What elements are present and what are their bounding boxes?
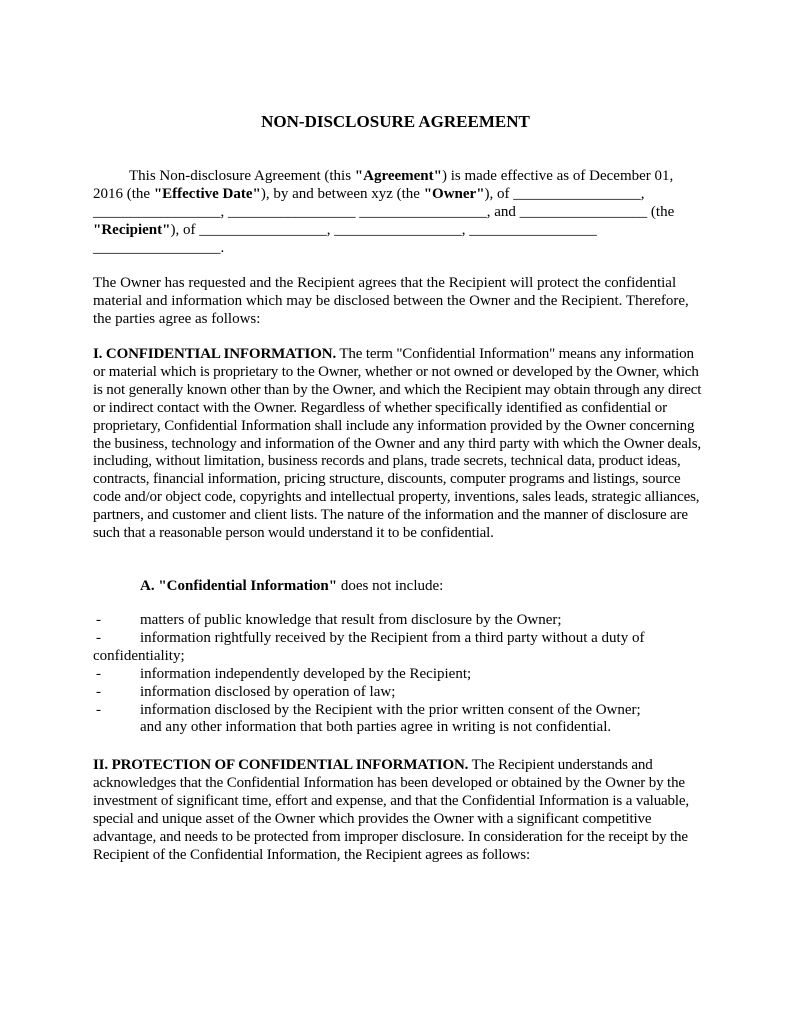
intro-text-5: ), of _________________, _________________, _________________ _________________. bbox=[93, 221, 597, 256]
section-1-text: The term "Confidential Information" means any information or material which is proprietary to the Owner, whether or not owned or developed by the Owner, which is not generally known other than by the Owner, and which the Recipient may obtain through any direct or indirect contact with the Owner. Regardless of whether specifically identified as confidential or proprietary, Confidential Information shall include any information provided by the Owner concerning the business, technology and information of the Owner and any third party with which the Owner deals, including, without limitation, business records and plans, trade secrets, technical data, product ideas, contracts, financial information, pricing structure, discounts, computer programs and listings, source code and/or object code, copyrights and intellectual property, inventions, sales leads, strategic alliances, partners, and customer and client lists. The nature of the information and the manner of disclosure are such that a reasonable person would understand it to be confidential. bbox=[93, 346, 702, 542]
intro-text-1: This Non-disclosure Agreement (this bbox=[129, 168, 355, 184]
subsection-a bbox=[140, 577, 443, 595]
intro-paragraph bbox=[93, 168, 705, 258]
list-item bbox=[93, 666, 705, 684]
dash-bullet: - bbox=[96, 629, 101, 646]
subsection-a-heading: A. "Confidential Information" bbox=[140, 578, 338, 594]
list-item-text: information disclosed by the Recipient with the prior written consent of the Owner; bbox=[140, 701, 641, 718]
dash-bullet: - bbox=[96, 665, 101, 682]
section-2-text: The Recipient understands and acknowledges that the Confidential Information has been developed or obtained by the Owner by the investment of significant time, effort and expense, and that the Confidential Information is a valuable, special and unique asset of the Owner which provides the Owner with a significant competitive advantage, and needs to be protected from improper disclosure. In consideration for the receipt by the Recipient of the Confidential Information, the Recipient agrees as follows: bbox=[93, 757, 690, 863]
list-item bbox=[93, 630, 705, 666]
section-2-heading: II. PROTECTION OF CONFIDENTIAL INFORMATION. bbox=[93, 757, 469, 773]
list-item bbox=[93, 612, 705, 630]
intro-text-4: ), of _________________, _________________, _________________ _________________, and _________________ (the bbox=[93, 185, 675, 220]
exclusions-tail: and any other information that both parties agree in writing is not confidential. bbox=[140, 719, 612, 736]
list-item-text: information rightfully received by the Recipient from a third party without a duty of bbox=[140, 629, 645, 646]
list-item-text: information independently developed by the Recipient; bbox=[140, 665, 472, 682]
document-title: NON-DISCLOSURE AGREEMENT bbox=[261, 112, 530, 131]
dash-bullet: - bbox=[96, 701, 101, 718]
agreement-term: "Agreement" bbox=[354, 168, 442, 184]
section-1-paragraph bbox=[93, 346, 705, 543]
recipient-term: "Recipient" bbox=[93, 221, 171, 238]
list-item bbox=[93, 684, 705, 702]
dash-bullet: - bbox=[96, 683, 101, 700]
intro-text-2: ) is made effective as of December 01, 2016 (the bbox=[93, 168, 674, 202]
preamble-paragraph: The Owner has requested and the Recipient agrees that the Recipient will protect the confidential material and information which may be disclosed between the Owner and the Recipient. Therefore, the parties agree as follows: bbox=[93, 275, 689, 327]
subsection-a-text: does not include: bbox=[337, 578, 444, 594]
effective-date-term: "Effective Date" bbox=[153, 185, 261, 202]
list-item-continuation: confidentiality; bbox=[93, 647, 185, 664]
owner-term: "Owner" bbox=[423, 185, 485, 202]
dash-bullet: - bbox=[96, 612, 101, 628]
list-item-text: information disclosed by operation of law; bbox=[140, 683, 396, 700]
section-1-heading: I. CONFIDENTIAL INFORMATION. bbox=[93, 346, 337, 362]
intro-text-3: ), by and between xyz (the bbox=[260, 185, 424, 202]
list-item-text: matters of public knowledge that result from disclosure by the Owner; bbox=[140, 612, 562, 628]
exclusions-list bbox=[93, 612, 705, 737]
list-item bbox=[93, 702, 705, 720]
section-2-paragraph bbox=[93, 757, 705, 864]
